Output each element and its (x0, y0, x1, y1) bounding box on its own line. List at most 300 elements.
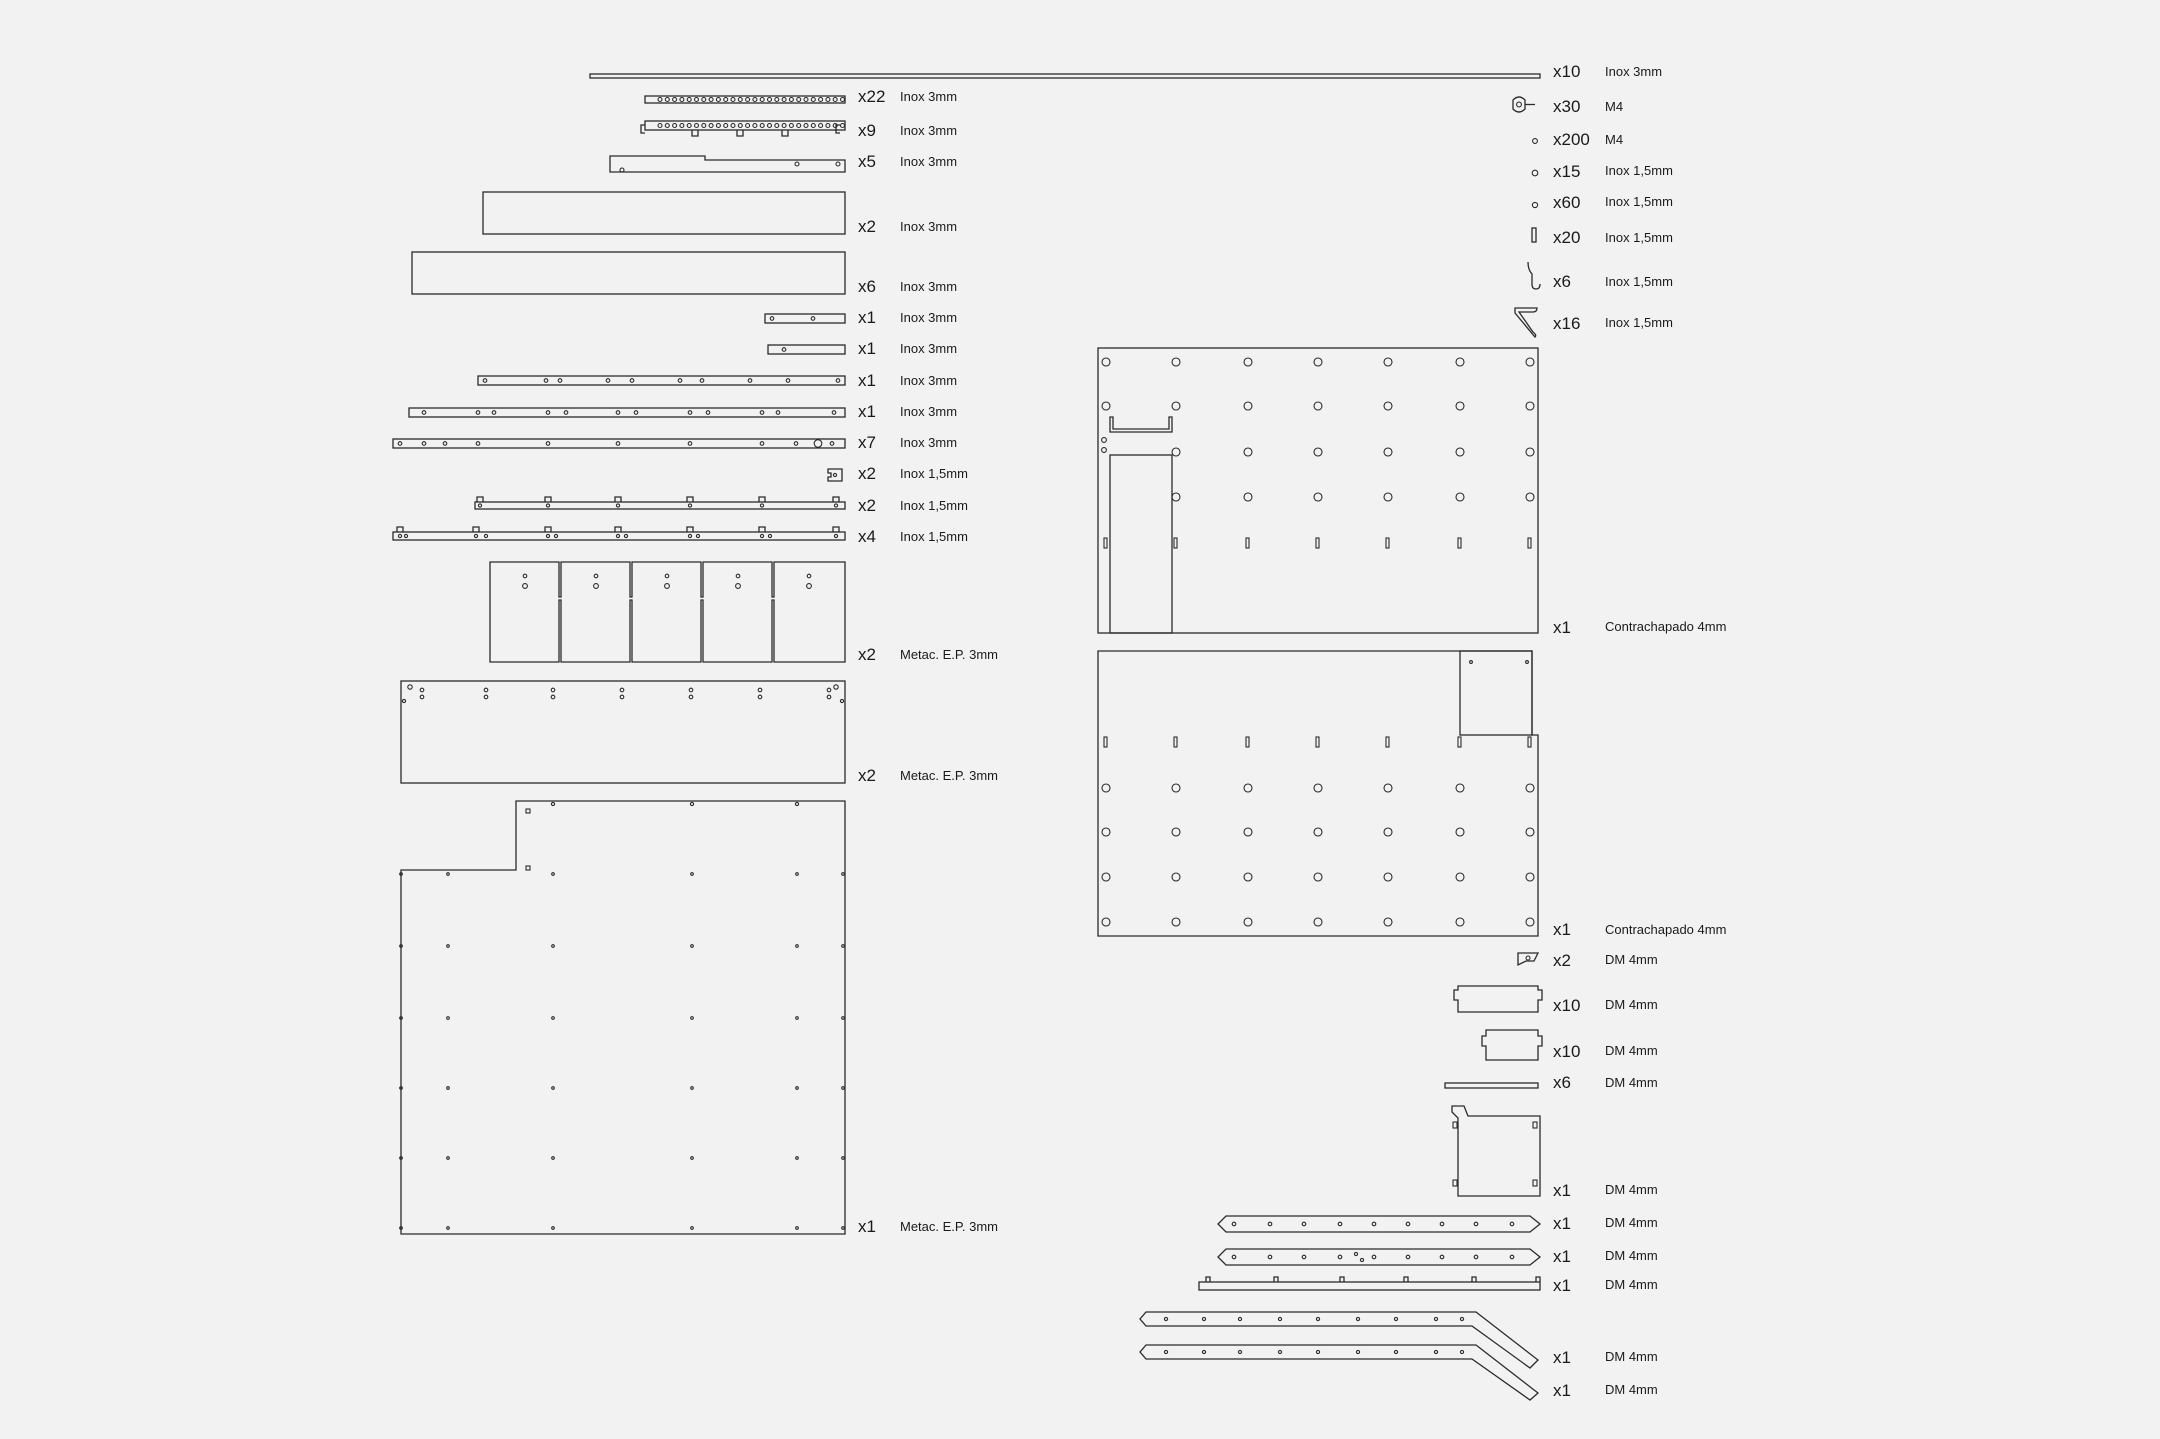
hole (404, 534, 407, 537)
hole (606, 379, 610, 383)
hole (402, 699, 405, 702)
panel-hole (1172, 784, 1180, 792)
part-material: DM 4mm (1605, 1382, 1658, 1397)
panel-hole (1526, 358, 1534, 366)
hole (624, 534, 627, 537)
hole (782, 98, 786, 102)
hole (476, 411, 480, 415)
hole (552, 1017, 555, 1020)
panel-hole (1314, 448, 1322, 456)
tab (833, 527, 839, 532)
hole (680, 98, 684, 102)
bracket-outline (1452, 1106, 1540, 1196)
hole (552, 873, 555, 876)
panel-hole (1526, 493, 1534, 501)
part-material: Inox 1,5mm (1605, 230, 1673, 245)
hole (691, 945, 694, 948)
slot (1533, 1122, 1537, 1128)
hole (665, 574, 669, 578)
hole (795, 162, 799, 166)
hole (760, 124, 764, 128)
part-material: Inox 3mm (900, 219, 958, 234)
hole (687, 98, 691, 102)
part-material: Inox 1,5mm (900, 529, 968, 544)
panel-hole (1526, 784, 1534, 792)
slot (1533, 1180, 1537, 1186)
tab (545, 497, 551, 502)
tab (833, 497, 839, 502)
part-qty: x30 (1553, 97, 1581, 116)
part-qty: x10 (1553, 1042, 1581, 1061)
hole (760, 504, 763, 507)
panel-hole (1456, 784, 1464, 792)
part-material: Inox 3mm (900, 123, 958, 138)
hole (691, 1087, 694, 1090)
hole (842, 873, 845, 876)
hole (819, 98, 823, 102)
part-material: Metac. E.P. 3mm (900, 1219, 999, 1234)
hole (687, 124, 691, 128)
hole (1164, 1350, 1167, 1353)
hole (842, 1227, 845, 1230)
panel-hole (1244, 402, 1252, 410)
slot (526, 809, 530, 813)
hole (797, 124, 801, 128)
hole (478, 504, 481, 507)
part-qty: x2 (858, 464, 876, 483)
hole (1232, 1255, 1236, 1259)
tab (759, 497, 765, 502)
hole (1460, 1350, 1463, 1353)
hole (1434, 1350, 1437, 1353)
panel-hole (1456, 448, 1464, 456)
hole (836, 162, 840, 166)
panel-hole (1384, 918, 1392, 926)
hole (447, 1157, 450, 1160)
hole (1460, 1317, 1463, 1320)
clip-outline (1515, 308, 1537, 337)
hole (546, 534, 549, 537)
part-qty: x2 (858, 766, 876, 785)
part-qty: x6 (858, 277, 876, 296)
part-outline (393, 532, 845, 540)
hole (1202, 1317, 1205, 1320)
hole (789, 124, 793, 128)
part-qty: x15 (1553, 162, 1581, 181)
hole (1164, 1317, 1167, 1320)
hole (422, 442, 426, 446)
tab (477, 497, 483, 502)
part-material: DM 4mm (1605, 1215, 1658, 1230)
hole (782, 124, 786, 128)
panel-hole (1102, 402, 1110, 410)
hole (768, 124, 772, 128)
panel-hole (1384, 828, 1392, 836)
hole (1406, 1255, 1410, 1259)
tab (1472, 1277, 1476, 1282)
plate-outline (401, 681, 845, 783)
slot (1528, 737, 1531, 747)
part-outline (768, 345, 845, 354)
part-material: Inox 3mm (900, 89, 958, 104)
part-outline (475, 502, 845, 509)
hole (782, 348, 786, 352)
hole (811, 317, 815, 321)
part-qty: x10 (1553, 996, 1581, 1015)
hole (1372, 1255, 1376, 1259)
panel-hole (1314, 873, 1322, 881)
slot (1453, 1180, 1457, 1186)
hole (834, 534, 837, 537)
slot (526, 866, 530, 870)
part-qty: x5 (858, 152, 876, 171)
hole (1394, 1350, 1397, 1353)
tab (687, 497, 693, 502)
tab (1404, 1277, 1408, 1282)
hole (1356, 1317, 1359, 1320)
screw-outline (1513, 97, 1525, 112)
slot (1386, 737, 1389, 747)
part-qty: x60 (1553, 193, 1581, 212)
hole (558, 379, 562, 383)
hole (665, 584, 670, 589)
hole (695, 98, 699, 102)
hole (736, 584, 741, 589)
part-material: Inox 1,5mm (1605, 194, 1673, 209)
part-material: Metac. E.P. 3mm (900, 768, 999, 783)
box-plate-outline (1482, 1030, 1542, 1060)
panel-hole (1102, 358, 1110, 366)
washer (1532, 170, 1538, 176)
hole (709, 124, 713, 128)
hole (760, 534, 763, 537)
tab (1536, 1277, 1540, 1282)
hole (786, 379, 790, 383)
slot (1386, 538, 1389, 548)
hole (422, 411, 426, 415)
panel-hole (1314, 918, 1322, 926)
panel-hole (1526, 402, 1534, 410)
rod-outline (590, 74, 1540, 78)
panel-hole (1172, 402, 1180, 410)
hole (753, 98, 757, 102)
hole (1338, 1255, 1342, 1259)
part-material: DM 4mm (1605, 1277, 1658, 1292)
part-material: DM 4mm (1605, 1248, 1658, 1263)
part-qty: x4 (858, 527, 876, 546)
panel-hole (1172, 828, 1180, 836)
hole (689, 695, 693, 699)
hole (738, 98, 742, 102)
hole (447, 1227, 450, 1230)
hole (807, 574, 811, 578)
hole (731, 124, 735, 128)
hole (1440, 1222, 1444, 1226)
hole (1474, 1255, 1478, 1259)
panel-hole (1456, 873, 1464, 881)
plate-outline (483, 192, 845, 234)
tab (692, 130, 698, 136)
hole (544, 379, 548, 383)
strip-outline (1218, 1216, 1540, 1232)
hole (797, 98, 801, 102)
part-qty: x1 (858, 308, 876, 327)
hole (841, 98, 845, 102)
comb-plate-outline (490, 562, 845, 662)
part-material: Inox 3mm (900, 435, 958, 450)
hole (634, 411, 638, 415)
hole (678, 379, 682, 383)
panel-hole (1172, 448, 1180, 456)
tab (759, 527, 765, 532)
hole (770, 317, 774, 321)
panel-hole (1526, 918, 1534, 926)
slot (1458, 737, 1461, 747)
part-outline (610, 156, 845, 172)
hole (819, 124, 823, 128)
part-qty: x1 (1553, 1348, 1571, 1367)
part-material: Inox 1,5mm (1605, 315, 1673, 330)
part-material: Inox 3mm (1605, 64, 1663, 79)
hole (753, 124, 757, 128)
panel-hole (1244, 918, 1252, 926)
hole (706, 411, 710, 415)
part-material: DM 4mm (1605, 1182, 1658, 1197)
hole (1474, 1222, 1478, 1226)
hole (731, 98, 735, 102)
hole (616, 534, 619, 537)
hole (620, 695, 624, 699)
hole (768, 534, 771, 537)
tab (782, 130, 788, 136)
part-material: DM 4mm (1605, 997, 1658, 1012)
part-qty: x1 (1553, 618, 1571, 637)
hole (1316, 1317, 1319, 1320)
part-material: Inox 1,5mm (1605, 274, 1673, 289)
hole (746, 98, 750, 102)
slot (1104, 737, 1107, 747)
hole (776, 411, 780, 415)
part-qty: x22 (858, 87, 886, 106)
hole (1356, 1350, 1359, 1353)
hole (658, 98, 662, 102)
hole (811, 124, 815, 128)
hole (814, 440, 822, 448)
panel-hole (1526, 873, 1534, 881)
hole (1278, 1350, 1281, 1353)
slot (1316, 538, 1319, 548)
panel-hole (1244, 358, 1252, 366)
slot-outline (1532, 228, 1536, 242)
hole (842, 1157, 845, 1160)
part-material: M4 (1605, 132, 1624, 147)
panel-hole (1314, 828, 1322, 836)
panel-hole (1172, 873, 1180, 881)
panel-hole (1244, 828, 1252, 836)
part-material: Inox 1,5mm (900, 498, 968, 513)
tab (836, 125, 840, 133)
slot (1453, 1122, 1457, 1128)
hole (796, 1017, 799, 1020)
slat-outline (1445, 1083, 1538, 1088)
panel-hole (1456, 402, 1464, 410)
tab (737, 130, 743, 136)
part-material: DM 4mm (1605, 1043, 1658, 1058)
part-material: M4 (1605, 99, 1624, 114)
hole (760, 442, 764, 446)
part-material: Inox 3mm (900, 341, 958, 356)
hole (826, 98, 830, 102)
hole (476, 442, 480, 446)
hole (1238, 1350, 1241, 1353)
hole (696, 534, 699, 537)
tab (545, 527, 551, 532)
hole (492, 411, 496, 415)
box-plate-outline (1454, 986, 1542, 1012)
panel-hole (1456, 358, 1464, 366)
hole (758, 688, 762, 692)
part-qty: x2 (858, 645, 876, 664)
hole (758, 695, 762, 699)
hole (1338, 1222, 1342, 1226)
panel-hole (1172, 493, 1180, 501)
hole (748, 379, 752, 383)
channel-outline (1110, 417, 1172, 432)
part-qty: x1 (1553, 1276, 1571, 1295)
part-qty: x1 (858, 339, 876, 358)
tab (615, 497, 621, 502)
hole (447, 873, 450, 876)
hole (484, 534, 487, 537)
large-plate-outline (401, 801, 845, 1234)
hole (724, 98, 728, 102)
hole (796, 945, 799, 948)
hole (1406, 1222, 1410, 1226)
hole (483, 379, 487, 383)
panel-hole (1244, 784, 1252, 792)
slot (1174, 737, 1177, 747)
part-qty: x7 (858, 433, 876, 452)
part-qty: x1 (1553, 920, 1571, 939)
hole (804, 124, 808, 128)
part-qty: x1 (858, 402, 876, 421)
slot (1528, 538, 1531, 548)
hole (709, 98, 713, 102)
hole (551, 695, 555, 699)
hole (795, 802, 798, 805)
hole (768, 98, 772, 102)
washer (1532, 202, 1537, 207)
panel-hole (1384, 784, 1392, 792)
hole (551, 802, 554, 805)
hole (827, 688, 831, 692)
hole (716, 98, 720, 102)
part-qty: x1 (1553, 1381, 1571, 1400)
bracket-outline (1518, 953, 1538, 965)
hole (1510, 1255, 1514, 1259)
washer (1533, 139, 1538, 144)
hole (408, 685, 412, 689)
hole (834, 504, 837, 507)
hole (552, 945, 555, 948)
hole (523, 574, 527, 578)
tab (615, 527, 621, 532)
hole (673, 124, 677, 128)
hole (1360, 1258, 1363, 1261)
part-qty: x1 (1553, 1247, 1571, 1266)
hole (760, 411, 764, 415)
part-qty: x10 (1553, 62, 1581, 81)
part-material: Inox 3mm (900, 279, 958, 294)
hole (760, 98, 764, 102)
hole (833, 473, 836, 476)
panel-hole (1526, 828, 1534, 836)
hole (691, 1227, 694, 1230)
hole (1354, 1252, 1357, 1255)
hole (842, 945, 845, 948)
hole (796, 1157, 799, 1160)
hole (398, 442, 402, 446)
hole (552, 1227, 555, 1230)
slot (1104, 538, 1107, 548)
slot (1316, 737, 1319, 747)
part-qty: x9 (858, 121, 876, 140)
panel-hole (1314, 358, 1322, 366)
hole (691, 1017, 694, 1020)
hole (554, 534, 557, 537)
hole (775, 98, 779, 102)
panel-hole (1244, 873, 1252, 881)
part-qty: x20 (1553, 228, 1581, 247)
angled-strip-outline (1140, 1345, 1538, 1400)
hole (691, 1157, 694, 1160)
hole (796, 1227, 799, 1230)
part-material: Inox 3mm (900, 154, 958, 169)
part-outline (393, 439, 845, 448)
hook-outline (1528, 262, 1540, 289)
hole (794, 442, 798, 446)
hole (594, 584, 599, 589)
panel-hole (1384, 402, 1392, 410)
panel-hole (1384, 873, 1392, 881)
hole (665, 98, 669, 102)
hole (523, 584, 528, 589)
hole (695, 124, 699, 128)
part-qty: x2 (1553, 951, 1571, 970)
hole (484, 695, 488, 699)
panel-hole (1314, 402, 1322, 410)
hole (736, 574, 740, 578)
hole (552, 1157, 555, 1160)
part-qty: x2 (858, 496, 876, 515)
panel-outline (1098, 651, 1538, 936)
panel-hole (1384, 493, 1392, 501)
hole (842, 1017, 845, 1020)
left-parts-group (393, 96, 845, 1234)
hole (616, 411, 620, 415)
panel-hole (1526, 448, 1534, 456)
hole (1202, 1350, 1205, 1353)
hole (700, 379, 704, 383)
part-material: Inox 1,5mm (900, 466, 968, 481)
hole (789, 98, 793, 102)
hole (688, 442, 692, 446)
tab (1206, 1277, 1210, 1282)
hole (1302, 1222, 1306, 1226)
hole (1526, 661, 1529, 664)
panel-hole (1314, 784, 1322, 792)
hole (1394, 1317, 1397, 1320)
